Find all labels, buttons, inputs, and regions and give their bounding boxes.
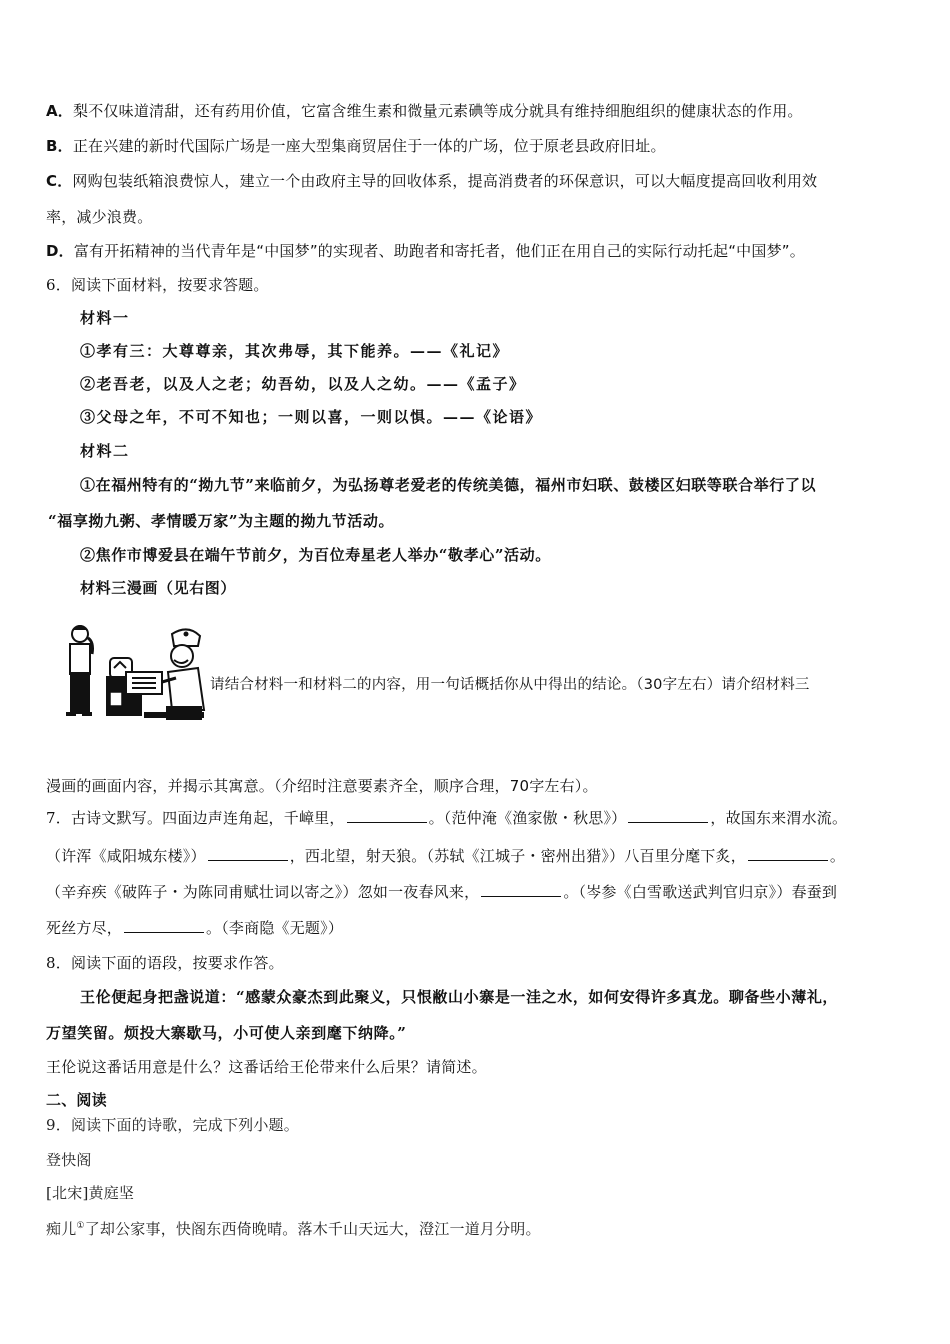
option-c-continued: 率，减少浪费。 (46, 208, 153, 226)
question-7-text: 。 (829, 847, 846, 865)
option-b (46, 136, 666, 156)
section-2-title: 二、阅读 (46, 1091, 107, 1109)
material-2-title: 材料二 (80, 442, 130, 460)
question-8-passage-continued: 万望笑留。烦投大寨歇马，小可使人亲到麾下纳降。” (46, 1024, 407, 1042)
material-3-title: 材料三漫画（见右图） (80, 579, 237, 597)
question-6-header (46, 275, 269, 295)
material-2-item-1: ①在福州特有的“拗九节”来临前夕，为弘扬尊老爱老的传统美德，福州市妇联、鼓楼区妇联等联合举行了以 (80, 476, 817, 494)
material-1-item-1: ①孝有三：大尊尊亲，其次弗辱，其下能养。——《礼记》 (80, 342, 510, 360)
question-7-text: ，故国东来渭水流。 (710, 809, 848, 827)
answer-blank-6[interactable] (124, 918, 204, 933)
question-8-header (46, 953, 284, 973)
answer-blank-3[interactable] (208, 846, 288, 861)
poem-text: 痴儿 (46, 1220, 77, 1238)
option-a (46, 101, 803, 121)
question-6-part-2: 漫画的画面内容，并揭示其寓意。（介绍时注意要素齐全，顺序合理，70字左右）。 (46, 777, 598, 795)
question-7-line-4 (46, 918, 343, 938)
material-1-item-3: ③父母之年，不可不知也；一则以喜，一则以惧。——《论语》 (80, 408, 543, 426)
question-7-text: （许浑《咸阳城东楼》） (46, 847, 206, 865)
option-c-label: C． (46, 172, 73, 190)
material-2-item-1-continued: “福享拗九粥、孝情暖万家”为主题的拗九节活动。 (48, 512, 395, 530)
material-1-title: 材料一 (80, 309, 130, 327)
footnote-marker: ① (76, 1221, 85, 1231)
question-9-header (46, 1115, 299, 1135)
answer-blank-2[interactable] (628, 808, 708, 823)
question-8-question: 王伦说这番话用意是什么？这番话给王伦带来什么后果？请简述。 (46, 1058, 487, 1076)
option-d (46, 241, 805, 261)
question-7-text: （辛弃疾《破阵子・为陈同甫赋壮词以寄之》）忽如一夜春风来， (46, 883, 480, 901)
question-7-text: 死丝方尽， (46, 919, 123, 937)
question-9-prompt: 阅读下面的诗歌，完成下列小题。 (70, 1116, 299, 1134)
question-7-text: ，西北望，射天狼。（苏轼《江城子・密州出猎》）八百里分麾下炙， (289, 847, 746, 865)
option-c-text: 网购包装纸箱浪费惊人，建立一个由政府主导的回收体系，提高消费者的环保意识，可以大幅度提高回收利用效 (72, 172, 818, 190)
option-b-text: 正在兴建的新时代国际广场是一座大型集商贸居住于一体的广场，位于原老县政府旧址。 (72, 137, 666, 155)
poem-author: [北宋]黄庭坚 (46, 1184, 135, 1202)
question-7-text: 。（岑参《白雪歌送武判官归京》）春蚕到 (563, 883, 838, 901)
question-9-number: 9． (46, 1116, 71, 1134)
question-7-line-2 (46, 846, 845, 866)
option-a-label: A． (46, 102, 74, 120)
answer-blank-5[interactable] (481, 882, 561, 897)
cartoon-illustration-icon (48, 606, 213, 736)
question-8-passage: 王伦便起身把盏说道：“感蒙众豪杰到此聚义，只恨敝山小寨是一洼之水，如何安得许多真龙。聊备些小薄礼， (80, 988, 839, 1006)
question-6-part-1: 请结合材料一和材料二的内容，用一句话概括你从中得出的结论。（30字左右）请介绍材料三 (210, 677, 810, 693)
question-7-text: 。（范仲淹《渔家傲・秋思》） (428, 809, 627, 827)
option-d-text: 富有开拓精神的当代青年是“中国梦”的实现者、助跑者和寄托者，他们正在用自己的实际行动托起“中国梦”。 (73, 242, 805, 260)
material-2-item-2: ②焦作市博爱县在端午节前夕，为百位寿星老人举办“敬孝心”活动。 (80, 546, 551, 564)
option-b-label: B． (46, 137, 73, 155)
answer-blank-4[interactable] (748, 846, 828, 861)
question-6-prompt: 阅读下面材料，按要求答题。 (70, 276, 269, 294)
question-7-number: 7． (46, 809, 71, 827)
question-8-number: 8． (46, 954, 71, 972)
option-a-text: 梨不仅味道清甜，还有药用价值，它富含维生素和微量元素碘等成分就具有维持细胞组织的健康状态的作用。 (73, 102, 803, 120)
question-7-line-1 (46, 808, 847, 828)
poem-line-1 (46, 1216, 541, 1239)
question-7-line-3 (46, 882, 837, 902)
poem-text: 了却公家事，快阁东西倚晚晴。落木千山天远大，澄江一道月分明。 (84, 1220, 541, 1238)
option-c (46, 171, 817, 191)
question-8-prompt: 阅读下面的语段，按要求作答。 (70, 954, 284, 972)
poem-title: 登快阁 (46, 1151, 92, 1169)
question-7-text: 古诗文默写。四面边声连角起，千嶂里， (70, 809, 345, 827)
answer-blank-1[interactable] (347, 808, 427, 823)
option-d-label: D． (46, 242, 74, 260)
question-7-text: 。（李商隐《无题》） (206, 919, 344, 937)
question-6-number: 6． (46, 276, 71, 294)
material-1-item-2: ②老吾老，以及人之老；幼吾幼，以及人之幼。——《孟子》 (80, 375, 526, 393)
